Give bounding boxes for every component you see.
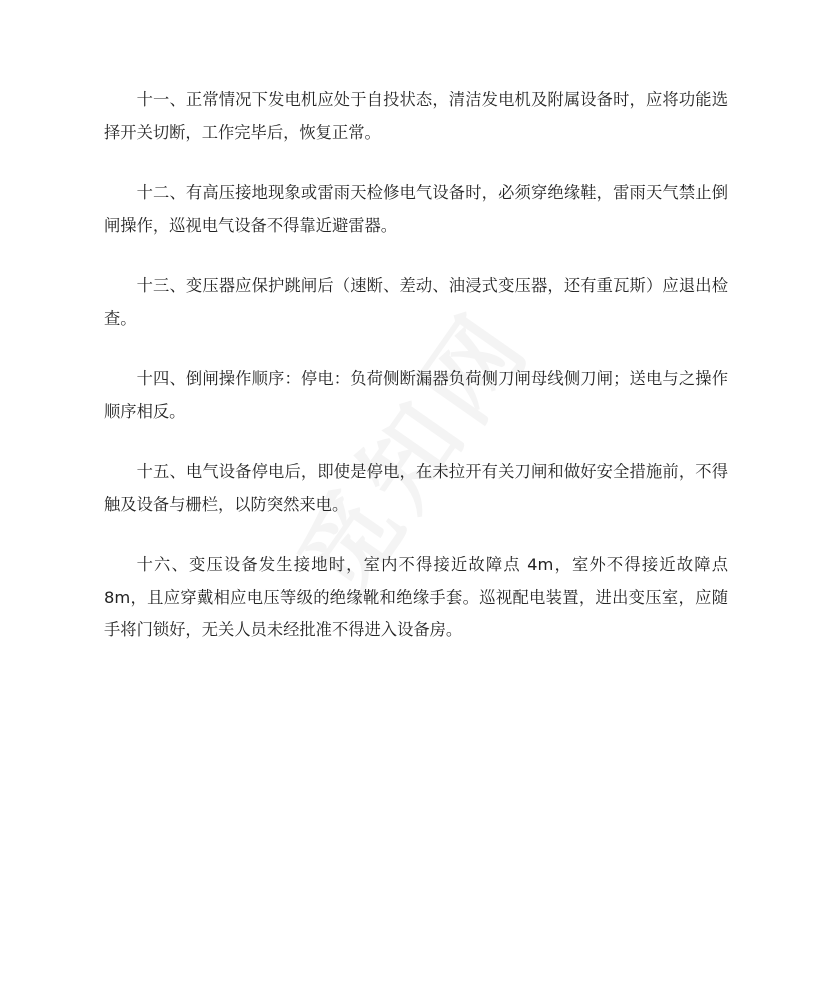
paragraph-12: 十二、有高压接地现象或雷雨天检修电气设备时，必须穿绝缘鞋，雷雨天气禁止倒闸操作，巡视电气设备不得靠近避雷器。	[104, 183, 728, 235]
document-body	[104, 84, 728, 675]
paragraph-16: 十六、变压设备发生接地时，室内不得接近故障点 4m，室外不得接近故障点 8m，且应穿戴相应电压等级的绝缘靴和绝缘手套。巡视配电装置，进出变压室，应随手将门锁好，无关人员未经批准不得进入设备房。	[104, 555, 728, 639]
paragraph-13: 十三、变压器应保护跳闸后（速断、差动、油浸式变压器，还有重瓦斯）应退出检查。	[104, 276, 728, 328]
paragraph-14: 十四、倒闸操作顺序：停电：负荷侧断漏器负荷侧刀闸母线侧刀闸；送电与之操作顺序相反。	[104, 369, 728, 421]
paragraph-15: 十五、电气设备停电后，即使是停电，在未拉开有关刀闸和做好安全措施前，不得触及设备与栅栏，以防突然来电。	[104, 462, 728, 514]
paragraph-11: 十一、正常情况下发电机应处于自投状态，清洁发电机及附属设备时，应将功能选择开关切断，工作完毕后，恢复正常。	[104, 90, 728, 142]
